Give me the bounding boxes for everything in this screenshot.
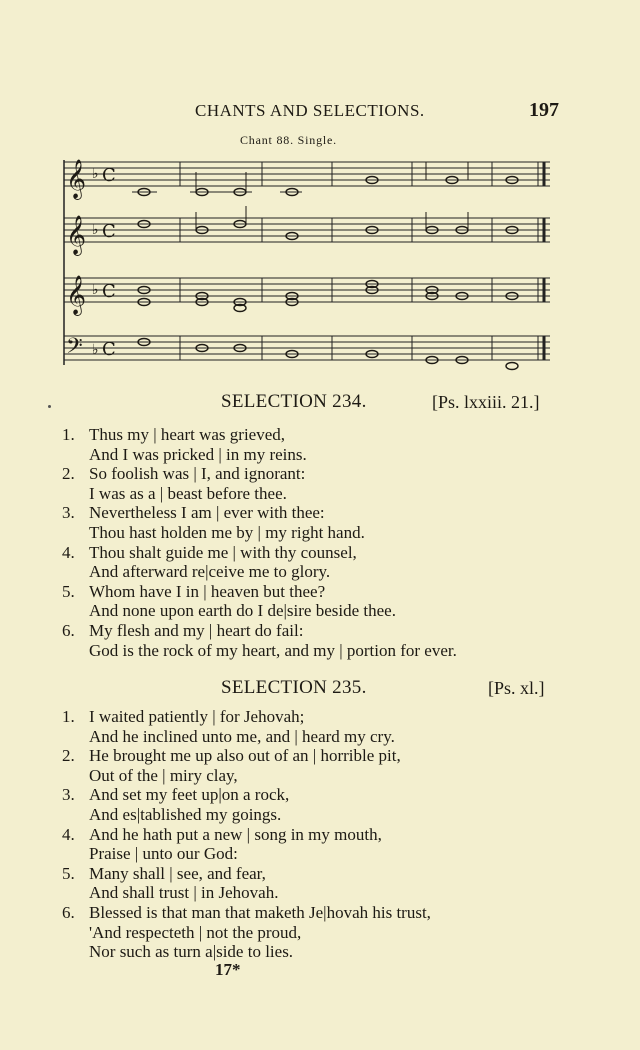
svg-text:𝄢: 𝄢: [66, 334, 83, 364]
verse-line: And shall trust | in Jehovah.: [89, 883, 279, 903]
verse: [62, 825, 431, 864]
selection-235-heading: SELECTION 235.: [221, 677, 367, 698]
verse-line: And afterward re|ceive me to glory.: [89, 562, 331, 582]
verse-line: Whom have I in | heaven but thee?: [89, 581, 326, 601]
selection-235-verses: [62, 707, 431, 962]
svg-text:C: C: [102, 339, 116, 360]
verse: [62, 425, 457, 464]
svg-text:𝄞: 𝄞: [66, 275, 87, 315]
verse-line: And none upon earth do I de|sire beside thee.: [89, 601, 396, 621]
verse-line: So foolish was | I, and ignorant:: [89, 464, 306, 484]
svg-text:𝄞: 𝄞: [66, 215, 87, 255]
verse-number: 5.: [62, 581, 75, 601]
verse-line: Praise | unto our God:: [89, 844, 238, 864]
chant-title: Chant 88. Single.: [240, 133, 337, 147]
verse-line: Nor such as turn a|side to lies.: [89, 942, 294, 962]
verse-line: I waited patiently | for Jehovah;: [89, 707, 305, 726]
verse-number: 2.: [62, 746, 75, 766]
verse: [62, 864, 431, 903]
verse-number: 5.: [62, 863, 75, 883]
verse: [62, 582, 457, 621]
margin-speck: [48, 405, 51, 408]
verse-line: I was as a | beast before thee.: [89, 483, 287, 503]
verse-line: Out of the | miry clay,: [89, 765, 238, 785]
verse: [62, 503, 457, 542]
verse: [62, 746, 431, 785]
verse-number: 1.: [62, 425, 75, 444]
svg-text:♭: ♭: [92, 282, 99, 298]
running-header: CHANTS AND SELECTIONS.: [195, 101, 425, 120]
verse: [62, 543, 457, 582]
verse-line: God is the rock of my heart, and my | portion for ever.: [89, 640, 457, 660]
verse-line: And he inclined unto me, and | heard my cry.: [89, 726, 395, 746]
verse-line: And set my feet up|on a rock,: [89, 785, 290, 805]
verse-number: 3.: [62, 503, 75, 523]
verse-number: 1.: [62, 707, 75, 726]
svg-text:C: C: [102, 281, 116, 302]
verse-number: 6.: [62, 902, 75, 922]
verse: [62, 707, 431, 746]
verse-number: 2.: [62, 464, 75, 484]
signature-mark: 17*: [215, 960, 241, 979]
svg-text:♭: ♭: [92, 342, 99, 358]
verse-line: Blessed is that man that maketh Je|hovah his trust,: [89, 902, 431, 922]
verse: [62, 785, 431, 824]
verse-line: And he hath put a new | song in my mouth,: [89, 824, 382, 844]
verse: [62, 621, 457, 660]
verse-line: And es|tablished my goings.: [89, 804, 282, 824]
page-number: 197: [529, 99, 559, 121]
staff-treble-1: [64, 162, 550, 186]
svg-text:♭: ♭: [92, 222, 99, 238]
verse-number: 4.: [62, 824, 75, 844]
selection-235-reference: [Ps. xl.]: [488, 678, 545, 698]
verse-line: He brought me up also out of an | horrible pit,: [89, 746, 401, 766]
verse: [62, 464, 457, 503]
verse-line: And I was pricked | in my reins.: [89, 444, 307, 464]
verse-line: Many shall | see, and fear,: [89, 863, 266, 883]
selection-234-verses: [62, 425, 457, 660]
verse-line: Thou shalt guide me | with thy counsel,: [89, 542, 357, 562]
svg-text:♭: ♭: [92, 166, 99, 182]
verse-line: Thus my | heart was grieved,: [89, 425, 286, 444]
verse-line: Thou hast holden me by | my right hand.: [89, 522, 365, 542]
selection-234-heading: SELECTION 234.: [221, 391, 367, 412]
verse-number: 6.: [62, 620, 75, 640]
chant-music-score: [62, 150, 562, 375]
verse-line: My flesh and my | heart do fail:: [89, 620, 304, 640]
verse-line: Nevertheless I am | ever with thee:: [89, 503, 325, 523]
svg-text:C: C: [102, 165, 116, 186]
verse-line: 'And respecteth | not the proud,: [89, 922, 302, 942]
svg-text:C: C: [102, 221, 116, 242]
svg-text:𝄞: 𝄞: [66, 159, 87, 199]
verse: [62, 903, 431, 962]
verse-number: 4.: [62, 542, 75, 562]
selection-234-reference: [Ps. lxxiii. 21.]: [432, 392, 540, 412]
verse-number: 3.: [62, 785, 75, 805]
